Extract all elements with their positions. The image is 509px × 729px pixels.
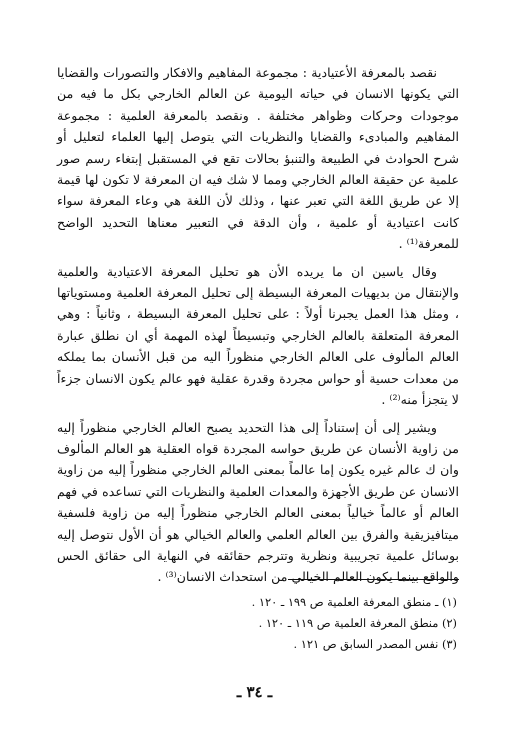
footnotes	[157, 592, 457, 655]
paragraph-2: وقال ياسين ان ما يريده الأن هو تحليل المعرفة الاعتيادية والعلمية والإنتقال من بديهيات المعرفة البسيطة إلى تحليل المعرفة العلمية ومستوياتها ، ومثل هذا العمل يجبرنا أولاً : على تحليل المعرفة البسيطة ، وثانياً : وهي المعرفة المتعلقة بالعالم الخارجي وتبسيطاً لهذه المهمة أي ان نطلق عبارة العالم المألوف على العالم الخارجي منظوراً اليه من قبل الأنسان بما يملكه من معدات حسية أو حواس مجردة وقدرة عقلية فهو عالم يكون الانسان جزءاً لا يتجزأ منه⁽²⁾ .	[57, 263, 459, 408]
paragraph-1: نقصد بالمعرفة الأعتيادية : مجموعة المفاهيم والافكار والتصورات والقضايا التي يكونها الانسان في حياته اليومية عن العالم الخارجي بكل ما فيه من موجودات وحركات وظواهر مختلفة . ونقصد بالمعرفة العلمية : مجموعة المفاهيم والمبادىء والقضايا والنظريات التي يتوصل إليها العلماء لتعليل أو شرح الحوادث في الطبيعة والتنبؤ بحالات تقع في المستقبل إبتغاء رسم صور علمية عن حقيقة العالم الخارجي ومما لا شك فيه ان المعرفة لا تكون لها قيمة إلا عن طريق اللغة التي تعبر عنها ، وذلك لأن اللغة هي وعاء المعرفة سواء كانت اعتيادية أو علمية ، وأن الدقة في التعبير معناها التحديد الواضح للمعرفة⁽¹⁾ .	[57, 65, 459, 252]
page-number: ـ ٣٤ ـ	[236, 683, 273, 701]
footnote-divider	[288, 579, 459, 580]
paragraph-3: ويشير إلى أن إستناداً إلى هذا التحديد يصبح العالم الخارجي منظوراً إليه من زاوية الأنسان عن طريق حواسه المجردة قواه العقلية هو العالم المألوف وان ك عالم غيره يكون إما عالماً بمعنى العالم الخارجي منظوراً إليه من زاوية الانسان عن طريق الأجهزة والمعدات العلمية والنظريات التي تساعده في فهم العالم أو عالماً خيالياً بمعنى العالم الخارجي منظوراً إليه من زاوية فلسفية ميتافيزيقية والفرق بين العالم العلمي والعالم الخيالي هو أن الأول نتوصل إليه بوسائل علمية تجريبية ونظرية وتترجم حقائقه في النهاية الى حقائق الحس والواقع بينما يكون العالم الخيالي من استحداث الانسان⁽³⁾ .	[57, 419, 459, 585]
footnote-3: (٣) نفس المصدر السابق ص ١٢١ .	[293, 637, 457, 651]
body-text	[57, 62, 459, 588]
footnote-2: (٢) منطق المعرفة العلمية ص ١١٩ ـ ١٢٠ .	[258, 616, 457, 630]
footnote-1: (١) ـ منطق المعرفة العلمية ص ١٩٩ ـ ١٢٠ .	[251, 595, 457, 609]
